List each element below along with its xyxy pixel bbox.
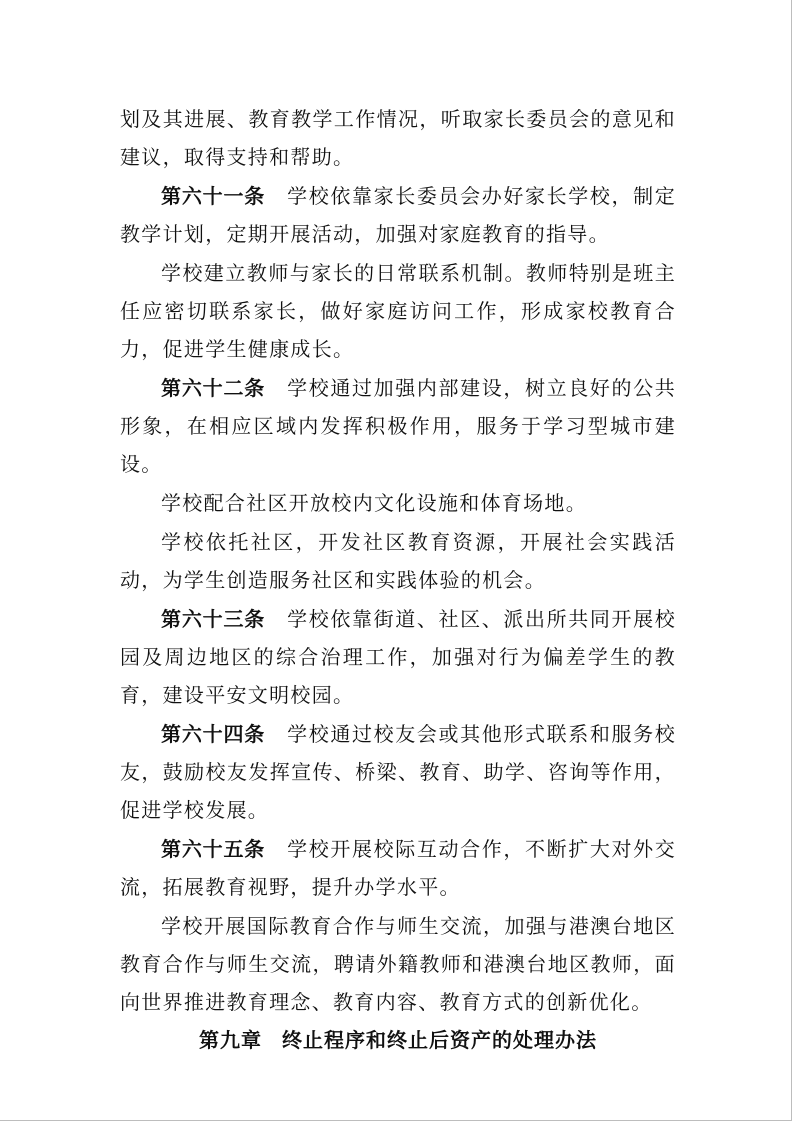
paragraph: [120, 484, 676, 522]
article-64: [120, 715, 676, 829]
paragraph-text: 学校开展国际教育合作与师生交流，加强与港澳台地区教育合作与师生交流，聘请外籍教师和港澳台地区教师，面向世界推进教育理念、教育内容、教育方式的创新优化。: [120, 914, 676, 1014]
article-number: 第六十二条: [161, 376, 266, 400]
paragraph-text: 划及其进展、教育教学工作情况，听取家长委员会的意见和建议，取得支持和帮助。: [120, 107, 676, 169]
document-body: [120, 100, 676, 1059]
chapter-title: 终止程序和终止后资产的处理办法: [282, 1028, 597, 1052]
article-number: 第六十一条: [161, 184, 266, 208]
article-number: 第六十五条: [161, 837, 266, 861]
paragraph-text: 学校通过校友会或其他形式联系和服务校友，鼓励校友发挥宣传、桥梁、教育、助学、咨询等作用，促进学校发展。: [120, 722, 677, 822]
paragraph: [120, 254, 676, 368]
article-61: [120, 177, 676, 253]
chapter-number: 第九章: [199, 1028, 262, 1052]
paragraph-text: 学校开展校际互动合作，不断扩大对外交流，拓展教育视野，提升办学水平。: [120, 837, 677, 899]
paragraph: [120, 523, 676, 599]
paragraph-text: 学校依靠家长委员会办好家长学校，制定教学计划，定期开展活动，加强对家庭教育的指导。: [120, 184, 677, 246]
paragraph-text: 学校建立教师与家长的日常联系机制。教师特别是班主任应密切联系家长，做好家庭访问工作，形成家校教育合力，促进学生健康成长。: [120, 261, 676, 361]
paragraph-text: 学校通过加强内部建设，树立良好的公共形象，在相应区域内发挥积极作用，服务于学习型城市建设。: [120, 376, 677, 476]
paragraph: [120, 907, 676, 1021]
article-63: [120, 600, 676, 714]
article-number: 第六十三条: [161, 607, 266, 631]
paragraph-text: 学校依靠街道、社区、派出所共同开展校园及周边地区的综合治理工作，加强对行为偏差学生的教育，建设平安文明校园。: [120, 607, 677, 707]
article-number: 第六十四条: [161, 722, 266, 746]
article-65: [120, 830, 676, 906]
chapter-heading: [120, 1021, 676, 1059]
paragraph-text: 学校配合社区开放校内文化设施和体育场地。: [161, 491, 587, 515]
article-62: [120, 369, 676, 483]
paragraph-continuation: [120, 100, 676, 176]
paragraph-text: 学校依托社区，开发社区教育资源，开展社会实践活动，为学生创造服务社区和实践体验的机会。: [120, 530, 676, 592]
